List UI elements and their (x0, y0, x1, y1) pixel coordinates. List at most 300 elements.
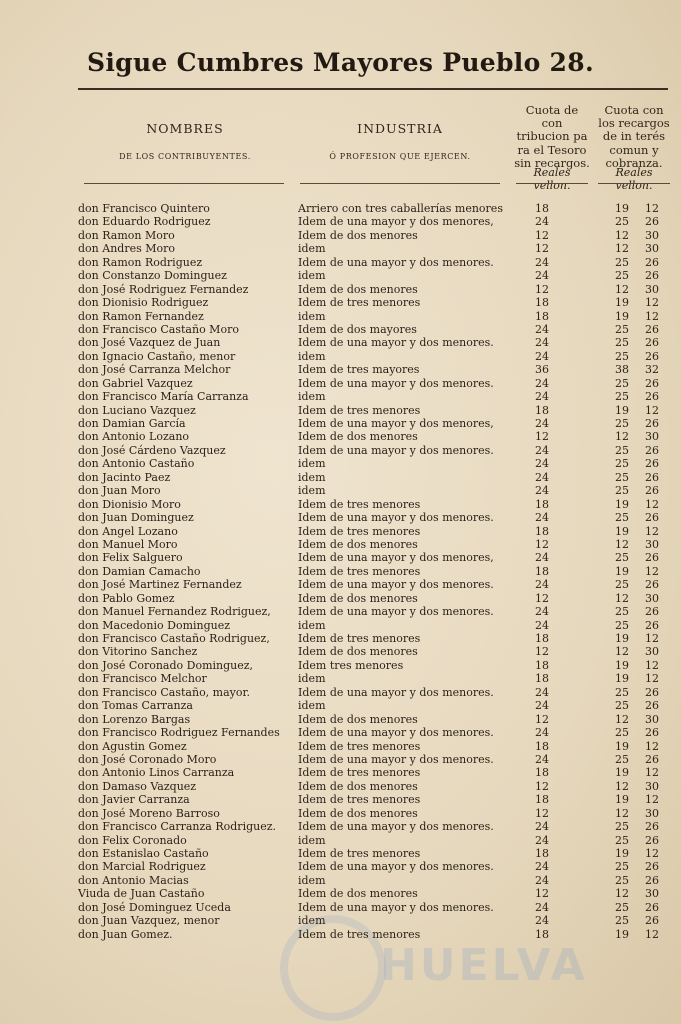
industry-description: Idem de una mayor y dos menores. (298, 511, 494, 525)
cuota-recargos-fraction: 12 (645, 766, 659, 780)
contributor-name: don José Dominguez Uceda (78, 900, 231, 914)
cuota-recargos-fraction: 26 (645, 860, 659, 874)
header-underline-cuota1 (516, 183, 588, 184)
header-cuota-recargos: Cuota con los recargos de in terés comun y cobranza. (598, 103, 670, 170)
contributor-name: don José Coronado Dominguez, (78, 658, 254, 672)
industry-description: Idem de tres menores (298, 927, 421, 941)
cuota-recargos-reales: 25 (615, 873, 629, 887)
contributor-name: don Constanzo Dominguez (78, 269, 227, 283)
table-row (0, 753, 681, 766)
cuota-tesoro-value: 24 (535, 752, 549, 766)
table-row (0, 377, 681, 390)
cuota-recargos-fraction: 12 (645, 524, 659, 538)
industry-description: Idem de tres menores (298, 403, 421, 417)
cuota-recargos-reales: 12 (615, 645, 629, 659)
cuota-recargos-reales: 19 (615, 296, 629, 310)
table-row (0, 457, 681, 470)
cuota-tesoro-value: 12 (535, 537, 549, 551)
table-row (0, 901, 681, 914)
contributor-name: don Juan Dominguez (78, 511, 194, 525)
table-row (0, 215, 681, 228)
contributor-name: don Dionisio Rodriguez (78, 296, 209, 310)
cuota-tesoro-value: 24 (535, 470, 549, 484)
contributor-name: don Francisco Rodriguez Fernandes (78, 726, 280, 740)
cuota-recargos-reales: 19 (615, 739, 629, 753)
cuota-tesoro-value: 24 (535, 390, 549, 404)
cuota-recargos-reales: 12 (615, 228, 629, 242)
cuota-recargos-fraction: 30 (645, 645, 659, 659)
industry-description: Idem de dos mayores (298, 322, 417, 336)
industry-description: Idem de tres menores (298, 632, 421, 645)
cuota-recargos-reales: 25 (615, 457, 629, 471)
industry-description: idem (298, 873, 326, 887)
header-nombres-sub: DE LOS CONTRIBUYENTES. (119, 152, 251, 161)
cuota-recargos-fraction: 12 (645, 296, 659, 310)
industry-description: Idem de una mayor y dos menores. (298, 820, 494, 834)
header-industria: INDUSTRIA (357, 121, 443, 136)
title-rule (78, 88, 668, 90)
industry-description: Idem de dos menores (298, 591, 418, 605)
contributor-name: don Antonio Macias (78, 873, 189, 887)
industry-description: idem (298, 470, 326, 484)
cuota-recargos-fraction: 26 (645, 726, 659, 740)
cuota-recargos-reales: 19 (615, 672, 629, 686)
cuota-tesoro-value: 24 (535, 833, 549, 847)
industry-description: Idem de dos menores (298, 887, 418, 901)
cuota-tesoro-value: 24 (535, 376, 549, 390)
contributor-name: don Andres Moro (78, 242, 175, 256)
industry-description: Idem de una mayor y dos menores, (298, 215, 494, 229)
cuota-recargos-reales: 25 (615, 470, 629, 484)
contributor-name: don José Carranza Melchor (78, 363, 231, 377)
industry-description: idem (298, 269, 326, 283)
contributor-name: don Manuel Moro (78, 537, 178, 551)
cuota-tesoro-value: 18 (535, 766, 549, 780)
table-row (0, 390, 681, 403)
cuota-recargos-reales: 25 (615, 914, 629, 928)
cuota-recargos-fraction: 30 (645, 228, 659, 242)
industry-description: idem (298, 914, 326, 928)
contributor-name: don Agustin Gomez (78, 739, 187, 753)
industry-description: Idem de tres menores (298, 847, 421, 860)
industry-description: idem (298, 618, 326, 632)
watermark-logo: HUELVA (380, 940, 588, 991)
industry-description: Idem de tres menores (298, 296, 421, 310)
contributor-name: don Juan Moro (78, 484, 161, 498)
cuota-recargos-reales: 25 (615, 390, 629, 404)
cuota-tesoro-value: 24 (535, 215, 549, 229)
cuota-recargos-reales: 25 (615, 752, 629, 766)
industry-description: Idem de una mayor y dos menores. (298, 443, 494, 457)
table-row (0, 283, 681, 296)
cuota-tesoro-value: 18 (535, 658, 549, 672)
cuota-recargos-fraction: 26 (645, 578, 659, 592)
cuota-tesoro-value: 18 (535, 927, 549, 941)
cuota-recargos-reales: 12 (615, 779, 629, 793)
cuota-tesoro-value: 24 (535, 873, 549, 887)
contributor-name: Viuda de Juan Castaño (78, 887, 205, 901)
contributor-name: don Jacinto Paez (78, 470, 171, 484)
cuota-tesoro-value: 24 (535, 618, 549, 632)
cuota-tesoro-value: 24 (535, 860, 549, 874)
cuota-recargos-fraction: 30 (645, 712, 659, 726)
cuota-recargos-fraction: 12 (645, 793, 659, 807)
table-row (0, 659, 681, 672)
industry-description: Idem de tres menores (298, 524, 421, 538)
cuota-recargos-fraction: 26 (645, 417, 659, 430)
cuota-recargos-fraction: 12 (645, 632, 659, 645)
industry-description: Idem de una mayor y dos menores. (298, 255, 494, 269)
industry-description: idem (298, 833, 326, 847)
table-row (0, 713, 681, 726)
cuota-recargos-fraction: 26 (645, 484, 659, 498)
cuota-recargos-reales: 12 (615, 591, 629, 605)
cuota-recargos-fraction: 12 (645, 564, 659, 578)
contributor-name: don Antonio Linos Carranza (78, 766, 235, 780)
contributor-name: don Dionisio Moro (78, 497, 181, 511)
cuota-recargos-fraction: 26 (645, 215, 659, 229)
table-row (0, 914, 681, 927)
industry-description: Idem de una mayor y dos menores. (298, 752, 494, 766)
cuota-tesoro-value: 12 (535, 591, 549, 605)
industry-description: Idem de dos menores (298, 806, 418, 820)
contributor-name: don Ignacio Castaño, menor (78, 349, 236, 363)
industry-description: Idem de dos menores (298, 779, 418, 793)
table-row (0, 874, 681, 887)
cuota-recargos-reales: 19 (615, 793, 629, 807)
contributor-name: don Francisco Castaño, mayor. (78, 685, 251, 699)
cuota-recargos-fraction: 26 (645, 255, 659, 269)
cuota-recargos-reales: 25 (615, 685, 629, 699)
cuota-recargos-reales: 19 (615, 658, 629, 672)
contributor-name: don Manuel Fernandez Rodriguez, (78, 605, 271, 619)
cuota-tesoro-value: 12 (535, 430, 549, 444)
contributor-name: don Luciano Vazquez (78, 403, 196, 417)
cuota-recargos-fraction: 26 (645, 873, 659, 887)
contributor-name: don Macedonio Dominguez (78, 618, 231, 632)
table-row (0, 726, 681, 739)
cuota-recargos-fraction: 26 (645, 914, 659, 928)
cuota-tesoro-value: 24 (535, 484, 549, 498)
contributor-name: don Juan Vazquez, menor (78, 914, 220, 928)
cuota-recargos-fraction: 26 (645, 349, 659, 363)
cuota-tesoro-value: 18 (535, 847, 549, 860)
industry-description: idem (298, 699, 326, 713)
cuota-tesoro-value: 18 (535, 497, 549, 511)
cuota-recargos-fraction: 26 (645, 470, 659, 484)
industry-description: Idem de dos menores (298, 228, 418, 242)
table-row (0, 538, 681, 551)
contributor-name: don José Martinez Fernandez (78, 578, 242, 592)
cuota-recargos-fraction: 12 (645, 927, 659, 941)
contributor-name: don Juan Gomez. (78, 927, 173, 941)
table-row (0, 619, 681, 632)
table-row (0, 699, 681, 712)
cuota-recargos-reales: 25 (615, 322, 629, 336)
cuota-recargos-fraction: 30 (645, 242, 659, 256)
contributor-name: don Francisco Quintero (78, 202, 210, 215)
table-row (0, 605, 681, 618)
cuota-recargos-reales: 19 (615, 847, 629, 860)
cuota-recargos-fraction: 30 (645, 779, 659, 793)
table-row (0, 887, 681, 900)
table-row (0, 296, 681, 309)
cuota-recargos-reales: 19 (615, 632, 629, 645)
cuota-recargos-fraction: 30 (645, 282, 659, 296)
industry-description: Idem de tres menores (298, 793, 421, 807)
contributor-name: don José Cárdeno Vazquez (78, 443, 226, 457)
contributor-name: don José Moreno Barroso (78, 806, 220, 820)
contributor-name: don José Rodriguez Fernandez (78, 282, 249, 296)
cuota-recargos-fraction: 26 (645, 752, 659, 766)
cuota-recargos-reales: 19 (615, 309, 629, 323)
industry-description: Idem de una mayor y dos menores, (298, 417, 494, 430)
cuota-recargos-fraction: 26 (645, 900, 659, 914)
contributor-name: don Francisco Castaño Moro (78, 322, 239, 336)
cuota-recargos-fraction: 26 (645, 618, 659, 632)
contributor-name: don Damian Camacho (78, 564, 201, 578)
table-row (0, 847, 681, 860)
contributor-name: don Francisco Castaño Rodriguez, (78, 632, 270, 645)
cuota-recargos-fraction: 12 (645, 672, 659, 686)
table-row (0, 256, 681, 269)
cuota-recargos-reales: 25 (615, 215, 629, 229)
cuota-recargos-fraction: 12 (645, 403, 659, 417)
cuota-tesoro-value: 24 (535, 457, 549, 471)
table-row (0, 686, 681, 699)
contributor-name: don Estanislao Castaño (78, 847, 209, 860)
cuota-recargos-fraction: 26 (645, 443, 659, 457)
table-row (0, 834, 681, 847)
contributor-name: don Ramon Moro (78, 228, 175, 242)
table-row (0, 242, 681, 255)
table-row (0, 645, 681, 658)
table-row (0, 336, 681, 349)
table-row (0, 632, 681, 645)
cuota-recargos-fraction: 26 (645, 457, 659, 471)
cuota-recargos-reales: 25 (615, 376, 629, 390)
contributor-name: don Damaso Vazquez (78, 779, 197, 793)
industry-description: Idem de tres menores (298, 766, 421, 780)
contributor-name: don Tomas Carranza (78, 699, 193, 713)
cuota-tesoro-value: 18 (535, 524, 549, 538)
industry-description: idem (298, 390, 326, 404)
cuota-recargos-fraction: 30 (645, 806, 659, 820)
table-row (0, 498, 681, 511)
cuota-recargos-reales: 25 (615, 699, 629, 713)
contributor-name: don Francisco Melchor (78, 672, 207, 686)
cuota-recargos-fraction: 12 (645, 658, 659, 672)
table-row (0, 551, 681, 564)
cuota-tesoro-value: 24 (535, 269, 549, 283)
table-row (0, 323, 681, 336)
table-row (0, 350, 681, 363)
cuota-tesoro-value: 24 (535, 605, 549, 619)
industry-description: idem (298, 672, 326, 686)
table-row (0, 740, 681, 753)
cuota-recargos-fraction: 12 (645, 497, 659, 511)
cuota-tesoro-value: 12 (535, 806, 549, 820)
cuota-recargos-fraction: 12 (645, 739, 659, 753)
table-row (0, 820, 681, 833)
industry-description: Idem de una mayor y dos menores. (298, 605, 494, 619)
cuota-tesoro-value: 18 (535, 296, 549, 310)
table-row (0, 807, 681, 820)
cuota-recargos-reales: 25 (615, 511, 629, 525)
table-row (0, 229, 681, 242)
industry-description: Idem de una mayor y dos menores. (298, 900, 494, 914)
industry-description: idem (298, 242, 326, 256)
cuota-tesoro-value: 24 (535, 551, 549, 565)
cuota-tesoro-value: 12 (535, 712, 549, 726)
cuota-recargos-reales: 25 (615, 900, 629, 914)
cuota-recargos-reales: 19 (615, 403, 629, 417)
cuota-tesoro-value: 12 (535, 887, 549, 901)
contributor-name: don Francisco María Carranza (78, 390, 249, 404)
cuota-recargos-fraction: 32 (645, 363, 659, 377)
contributor-name: don Gabriel Vazquez (78, 376, 193, 390)
cuota-recargos-reales: 25 (615, 726, 629, 740)
contributor-name: don Ramon Fernandez (78, 309, 204, 323)
cuota-tesoro-value: 12 (535, 282, 549, 296)
cuota-tesoro-value: 24 (535, 511, 549, 525)
table-row (0, 565, 681, 578)
contributor-name: don Francisco Carranza Rodriguez. (78, 820, 277, 834)
industry-description: Idem de dos menores (298, 712, 418, 726)
header-nombres: NOMBRES (146, 121, 224, 136)
industry-description: Idem de una mayor y dos menores, (298, 551, 494, 565)
cuota-recargos-fraction: 26 (645, 269, 659, 283)
cuota-tesoro-value: 24 (535, 900, 549, 914)
cuota-recargos-reales: 25 (615, 578, 629, 592)
cuota-recargos-reales: 12 (615, 282, 629, 296)
cuota-tesoro-value: 24 (535, 336, 549, 350)
contributor-name: don Felix Coronado (78, 833, 187, 847)
cuota-recargos-reales: 25 (615, 484, 629, 498)
cuota-tesoro-value: 36 (535, 363, 549, 377)
cuota-tesoro-value: 12 (535, 228, 549, 242)
cuota-tesoro-value: 18 (535, 672, 549, 686)
contributor-name: don Lorenzo Bargas (78, 712, 191, 726)
cuota-recargos-reales: 25 (615, 417, 629, 430)
cuota-recargos-fraction: 26 (645, 511, 659, 525)
industry-description: Idem de una mayor y dos menores. (298, 685, 494, 699)
table-row (0, 310, 681, 323)
table-row (0, 511, 681, 524)
industry-description: idem (298, 309, 326, 323)
cuota-recargos-reales: 25 (615, 336, 629, 350)
cuota-recargos-fraction: 26 (645, 390, 659, 404)
industry-description: Idem de una mayor y dos menores. (298, 726, 494, 740)
contributor-name: don Antonio Castaño (78, 457, 195, 471)
cuota-tesoro-value: 18 (535, 202, 549, 215)
header-underline-cuota2 (598, 183, 670, 184)
table-row (0, 766, 681, 779)
cuota-tesoro-value: 24 (535, 726, 549, 740)
cuota-tesoro-value: 12 (535, 242, 549, 256)
table-row (0, 928, 681, 941)
cuota-recargos-reales: 25 (615, 833, 629, 847)
cuota-recargos-reales: 12 (615, 430, 629, 444)
cuota-tesoro-value: 24 (535, 685, 549, 699)
industry-description: Idem de tres menores (298, 564, 421, 578)
page-title: Sigue Cumbres Mayores Pueblo 28. (87, 48, 594, 77)
industry-description: Idem de una mayor y dos menores. (298, 578, 494, 592)
table-row (0, 578, 681, 591)
industry-description: Idem de tres mayores (298, 363, 420, 377)
cuota-recargos-reales: 25 (615, 820, 629, 834)
contributor-name: don Angel Lozano (78, 524, 178, 538)
industry-description: Idem de una mayor y dos menores. (298, 376, 494, 390)
cuota-recargos-fraction: 26 (645, 820, 659, 834)
cuota-recargos-fraction: 30 (645, 537, 659, 551)
table-row (0, 525, 681, 538)
cuota-recargos-reales: 19 (615, 927, 629, 941)
cuota-recargos-reales: 12 (615, 537, 629, 551)
cuota-recargos-fraction: 30 (645, 887, 659, 901)
table-row (0, 793, 681, 806)
cuota-recargos-fraction: 12 (645, 202, 659, 215)
table-row (0, 780, 681, 793)
cuota-recargos-reales: 25 (615, 860, 629, 874)
cuota-recargos-fraction: 12 (645, 309, 659, 323)
table-row (0, 484, 681, 497)
contributor-name: don Felix Salguero (78, 551, 183, 565)
cuota-tesoro-value: 18 (535, 564, 549, 578)
header-cuota-tesoro: Cuota de con tribucion pa ra el Tesoro sin recargos. (514, 103, 590, 170)
cuota-tesoro-value: 18 (535, 739, 549, 753)
cuota-recargos-reales: 12 (615, 887, 629, 901)
cuota-tesoro-value: 24 (535, 443, 549, 457)
industry-description: Arriero con tres caballerías menores (298, 202, 503, 215)
cuota-recargos-reales: 38 (615, 363, 629, 377)
cuota-recargos-fraction: 30 (645, 430, 659, 444)
cuota-recargos-fraction: 26 (645, 336, 659, 350)
header-unit-2: Reales vellon. (615, 166, 653, 192)
industry-description: Idem de dos menores (298, 537, 418, 551)
contributor-name: don José Vazquez de Juan (78, 336, 221, 350)
cuota-recargos-reales: 19 (615, 497, 629, 511)
cuota-tesoro-value: 24 (535, 417, 549, 430)
contributor-name: don Eduardo Rodriguez (78, 215, 211, 229)
cuota-tesoro-value: 24 (535, 578, 549, 592)
header-underline-nombres (84, 183, 284, 184)
cuota-tesoro-value: 18 (535, 632, 549, 645)
header-unit-1: Reales vellon. (533, 166, 571, 192)
industry-description: Idem de dos menores (298, 430, 418, 444)
contributor-name: don Ramon Rodriguez (78, 255, 203, 269)
contributor-name: don Vitorino Sanchez (78, 645, 198, 659)
cuota-recargos-fraction: 26 (645, 376, 659, 390)
cuota-tesoro-value: 24 (535, 349, 549, 363)
contributor-name: don Antonio Lozano (78, 430, 190, 444)
cuota-recargos-reales: 25 (615, 349, 629, 363)
table-row (0, 672, 681, 685)
cuota-recargos-reales: 12 (615, 712, 629, 726)
table-row (0, 363, 681, 376)
cuota-recargos-fraction: 30 (645, 591, 659, 605)
industry-description: Idem de una mayor y dos menores. (298, 860, 494, 874)
table-row (0, 269, 681, 282)
cuota-tesoro-value: 24 (535, 255, 549, 269)
industry-description: idem (298, 349, 326, 363)
cuota-recargos-fraction: 26 (645, 699, 659, 713)
cuota-tesoro-value: 12 (535, 779, 549, 793)
table-row (0, 202, 681, 215)
industry-description: Idem de tres menores (298, 739, 421, 753)
cuota-tesoro-value: 12 (535, 645, 549, 659)
contributor-name: don Javier Carranza (78, 793, 190, 807)
